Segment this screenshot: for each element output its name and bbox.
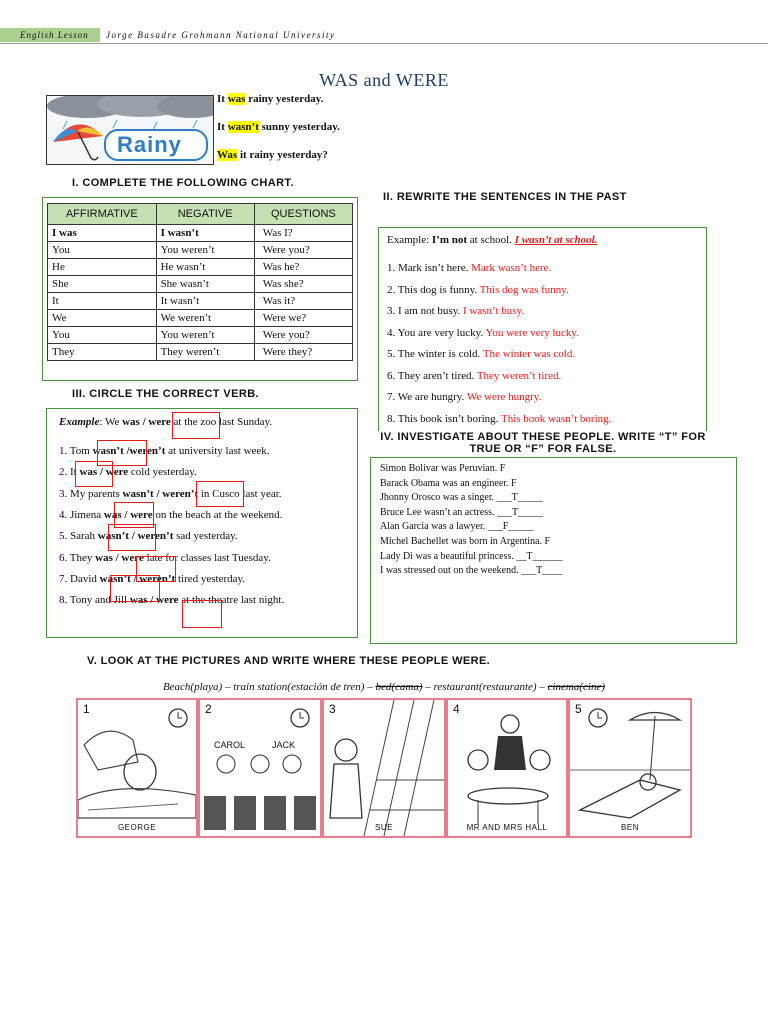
chart-cell: Was he? <box>254 259 352 276</box>
picture-number: 4 <box>453 702 460 716</box>
section-4-box <box>370 457 737 644</box>
sign-carol: CAROL <box>214 740 246 750</box>
chart-row <box>48 259 353 276</box>
sign-jack: JACK <box>272 740 296 750</box>
picture-number: 2 <box>205 702 212 716</box>
chart-header: QUESTIONS <box>254 204 352 225</box>
true-false-item: I was stressed out on the weekend. ___T____ <box>380 565 563 577</box>
lesson-tag: English Lesson <box>0 28 100 42</box>
section-2-example: Example: I’m not at school. I wasn’t at school. <box>387 234 598 246</box>
section-2-title: II. REWRITE THE SENTENCES IN THE PAST <box>383 191 627 203</box>
answer-circle <box>196 481 244 507</box>
true-false-item: Simon Bolivar was Peruvian. F <box>380 463 506 474</box>
picture-caption: BEN <box>621 823 639 832</box>
word-bank-item: – train station(estación de tren) – <box>222 681 376 693</box>
rewrite-item: 2. This dog is funny. This dog was funny. <box>387 283 569 296</box>
picture-caption: MR AND MRS HALL <box>466 823 548 832</box>
word-bank-item: cinema(cine) <box>547 681 606 693</box>
chart-row <box>48 344 353 361</box>
picture-2-cinema <box>198 698 322 838</box>
page-title: WAS and WERE <box>319 70 449 90</box>
section-3-example: Example: We was / were at the zoo last Sunday. <box>59 416 273 428</box>
chart-cell: I wasn’t <box>156 225 254 242</box>
section-3-title: III. CIRCLE THE CORRECT VERB. <box>72 388 259 400</box>
circle-verb-item: 1. Tom wasn’t /weren’t at university last week. <box>59 445 270 457</box>
circle-verb-item: 5. Sarah wasn’t / weren’t sad yesterday. <box>59 530 238 543</box>
chart-header: AFFIRMATIVE <box>48 204 157 225</box>
chart-cell: She wasn’t <box>156 276 254 293</box>
circle-verb-item: 8. Tony and Jill was / were at the theatre last night. <box>59 594 285 607</box>
example-sentence-3: Was it rainy yesterday? <box>217 149 328 161</box>
picture-3-train-station <box>322 698 446 838</box>
rewrite-item: 3. I am not busy. I wasn’t busy. <box>387 305 525 317</box>
circle-verb-item: 4. Jimena was / were on the beach at the weekend. <box>59 508 283 521</box>
rewrite-item: 7. We are hungry. We were hungry. <box>387 391 542 403</box>
rewrite-item: 6. They aren’t tired. They weren’t tired. <box>387 369 562 382</box>
chart-row <box>48 242 353 259</box>
chart-cell: He <box>48 259 157 276</box>
chart-row <box>48 276 353 293</box>
chart-cell: It <box>48 293 157 310</box>
answer-circle <box>172 412 220 439</box>
chart-cell: They <box>48 344 157 361</box>
circle-verb-item: 2. It was / were cold yesterday. <box>59 466 197 479</box>
picture-5-beach <box>568 698 692 838</box>
section-4-title: IV. INVESTIGATE ABOUT THESE PEOPLE. WRITE “T” FOR TRUE OR “F” FOR FALSE. <box>358 431 728 455</box>
circle-verb-item: 3. My parents wasn’t / weren’t in Cusco last year. <box>59 487 282 500</box>
chart-row <box>48 310 353 327</box>
picture-4-restaurant <box>446 698 568 838</box>
circle-verb-item: 7. David wasn’t / weren’t tired yesterday. <box>59 572 246 585</box>
picture-number: 1 <box>83 702 90 716</box>
section-5-title: V. LOOK AT THE PICTURES AND WRITE WHERE THESE PEOPLE WERE. <box>87 655 491 667</box>
word-bank-item: – restaurant(restaurante) – <box>422 681 548 693</box>
chart-cell: I was <box>48 225 157 242</box>
chart-row <box>48 225 353 242</box>
chart-row <box>48 293 353 310</box>
picture-caption: GEORGE <box>117 823 157 832</box>
true-false-item: Alan Garcia was a lawyer. ___F_____ <box>380 521 534 533</box>
chart-cell: Was she? <box>254 276 352 293</box>
rewrite-item: 5. The winter is cold. The winter was cold. <box>387 348 576 360</box>
chart-cell: You <box>48 327 157 344</box>
chart-cell: We weren’t <box>156 310 254 327</box>
section-2-box <box>378 227 707 440</box>
picture-number: 5 <box>575 702 582 716</box>
chart-row <box>48 327 353 344</box>
chart-header: NEGATIVE <box>156 204 254 225</box>
word-bank <box>0 681 768 693</box>
section-1-title: I. COMPLETE THE FOLLOWING CHART. <box>72 177 294 189</box>
true-false-item: Barack Obama was an engineer. F <box>380 477 517 489</box>
rewrite-item: 1. Mark isn’t here. Mark wasn’t here. <box>387 262 552 274</box>
rewrite-item: 4. You are very lucky. You were very lucky. <box>387 326 579 339</box>
chart-cell: You weren’t <box>156 327 254 344</box>
picture-caption: SUE <box>375 823 393 832</box>
true-false-item: Bruce Lee wasn’t an actress. ___T_____ <box>380 506 544 518</box>
chart-cell: Were you? <box>254 327 352 344</box>
picture-number: 3 <box>329 702 336 716</box>
rainy-word: Rainy <box>117 132 182 157</box>
true-false-item: Michel Bachellet was born in Argentina. F <box>380 536 551 547</box>
chart-cell: It wasn’t <box>156 293 254 310</box>
chart-cell: We <box>48 310 157 327</box>
chart-cell: You weren’t <box>156 242 254 259</box>
verb-chart <box>47 203 353 361</box>
chart-cell: Was I? <box>254 225 352 242</box>
university-name: Jorge Basadre Grohmann National University <box>106 30 336 40</box>
word-bank-item: bed(cama) <box>375 681 423 693</box>
circle-verb-item: 6. They was / were late for classes last Tuesday. <box>59 551 271 564</box>
picture-1-bed <box>76 698 198 838</box>
answer-circle <box>75 461 113 487</box>
answer-circle <box>110 575 160 602</box>
word-bank-item: Beach(playa) <box>162 681 223 693</box>
true-false-item: Jhonny Orosco was a singer. ___T_____ <box>380 492 543 504</box>
chart-cell: Were you? <box>254 242 352 259</box>
rainy-image <box>46 95 214 165</box>
chart-cell: They weren’t <box>156 344 254 361</box>
chart-cell: She <box>48 276 157 293</box>
true-false-item: Lady Di was a beautiful princess. __T______ <box>380 550 563 562</box>
chart-cell: He wasn’t <box>156 259 254 276</box>
chart-cell: You <box>48 242 157 259</box>
chart-cell: Were we? <box>254 310 352 327</box>
chart-cell: Were they? <box>254 344 352 361</box>
header-divider <box>0 43 768 44</box>
chart-cell: Was it? <box>254 293 352 310</box>
answer-circle <box>182 600 222 628</box>
answer-circle <box>108 524 156 551</box>
rewrite-item: 8. This book isn’t boring. This book wasn’t boring. <box>387 412 612 425</box>
example-sentence-1: It was rainy yesterday. <box>217 93 324 105</box>
section-1-box <box>42 197 358 381</box>
example-sentence-2: It wasn’t sunny yesterday. <box>217 121 340 133</box>
